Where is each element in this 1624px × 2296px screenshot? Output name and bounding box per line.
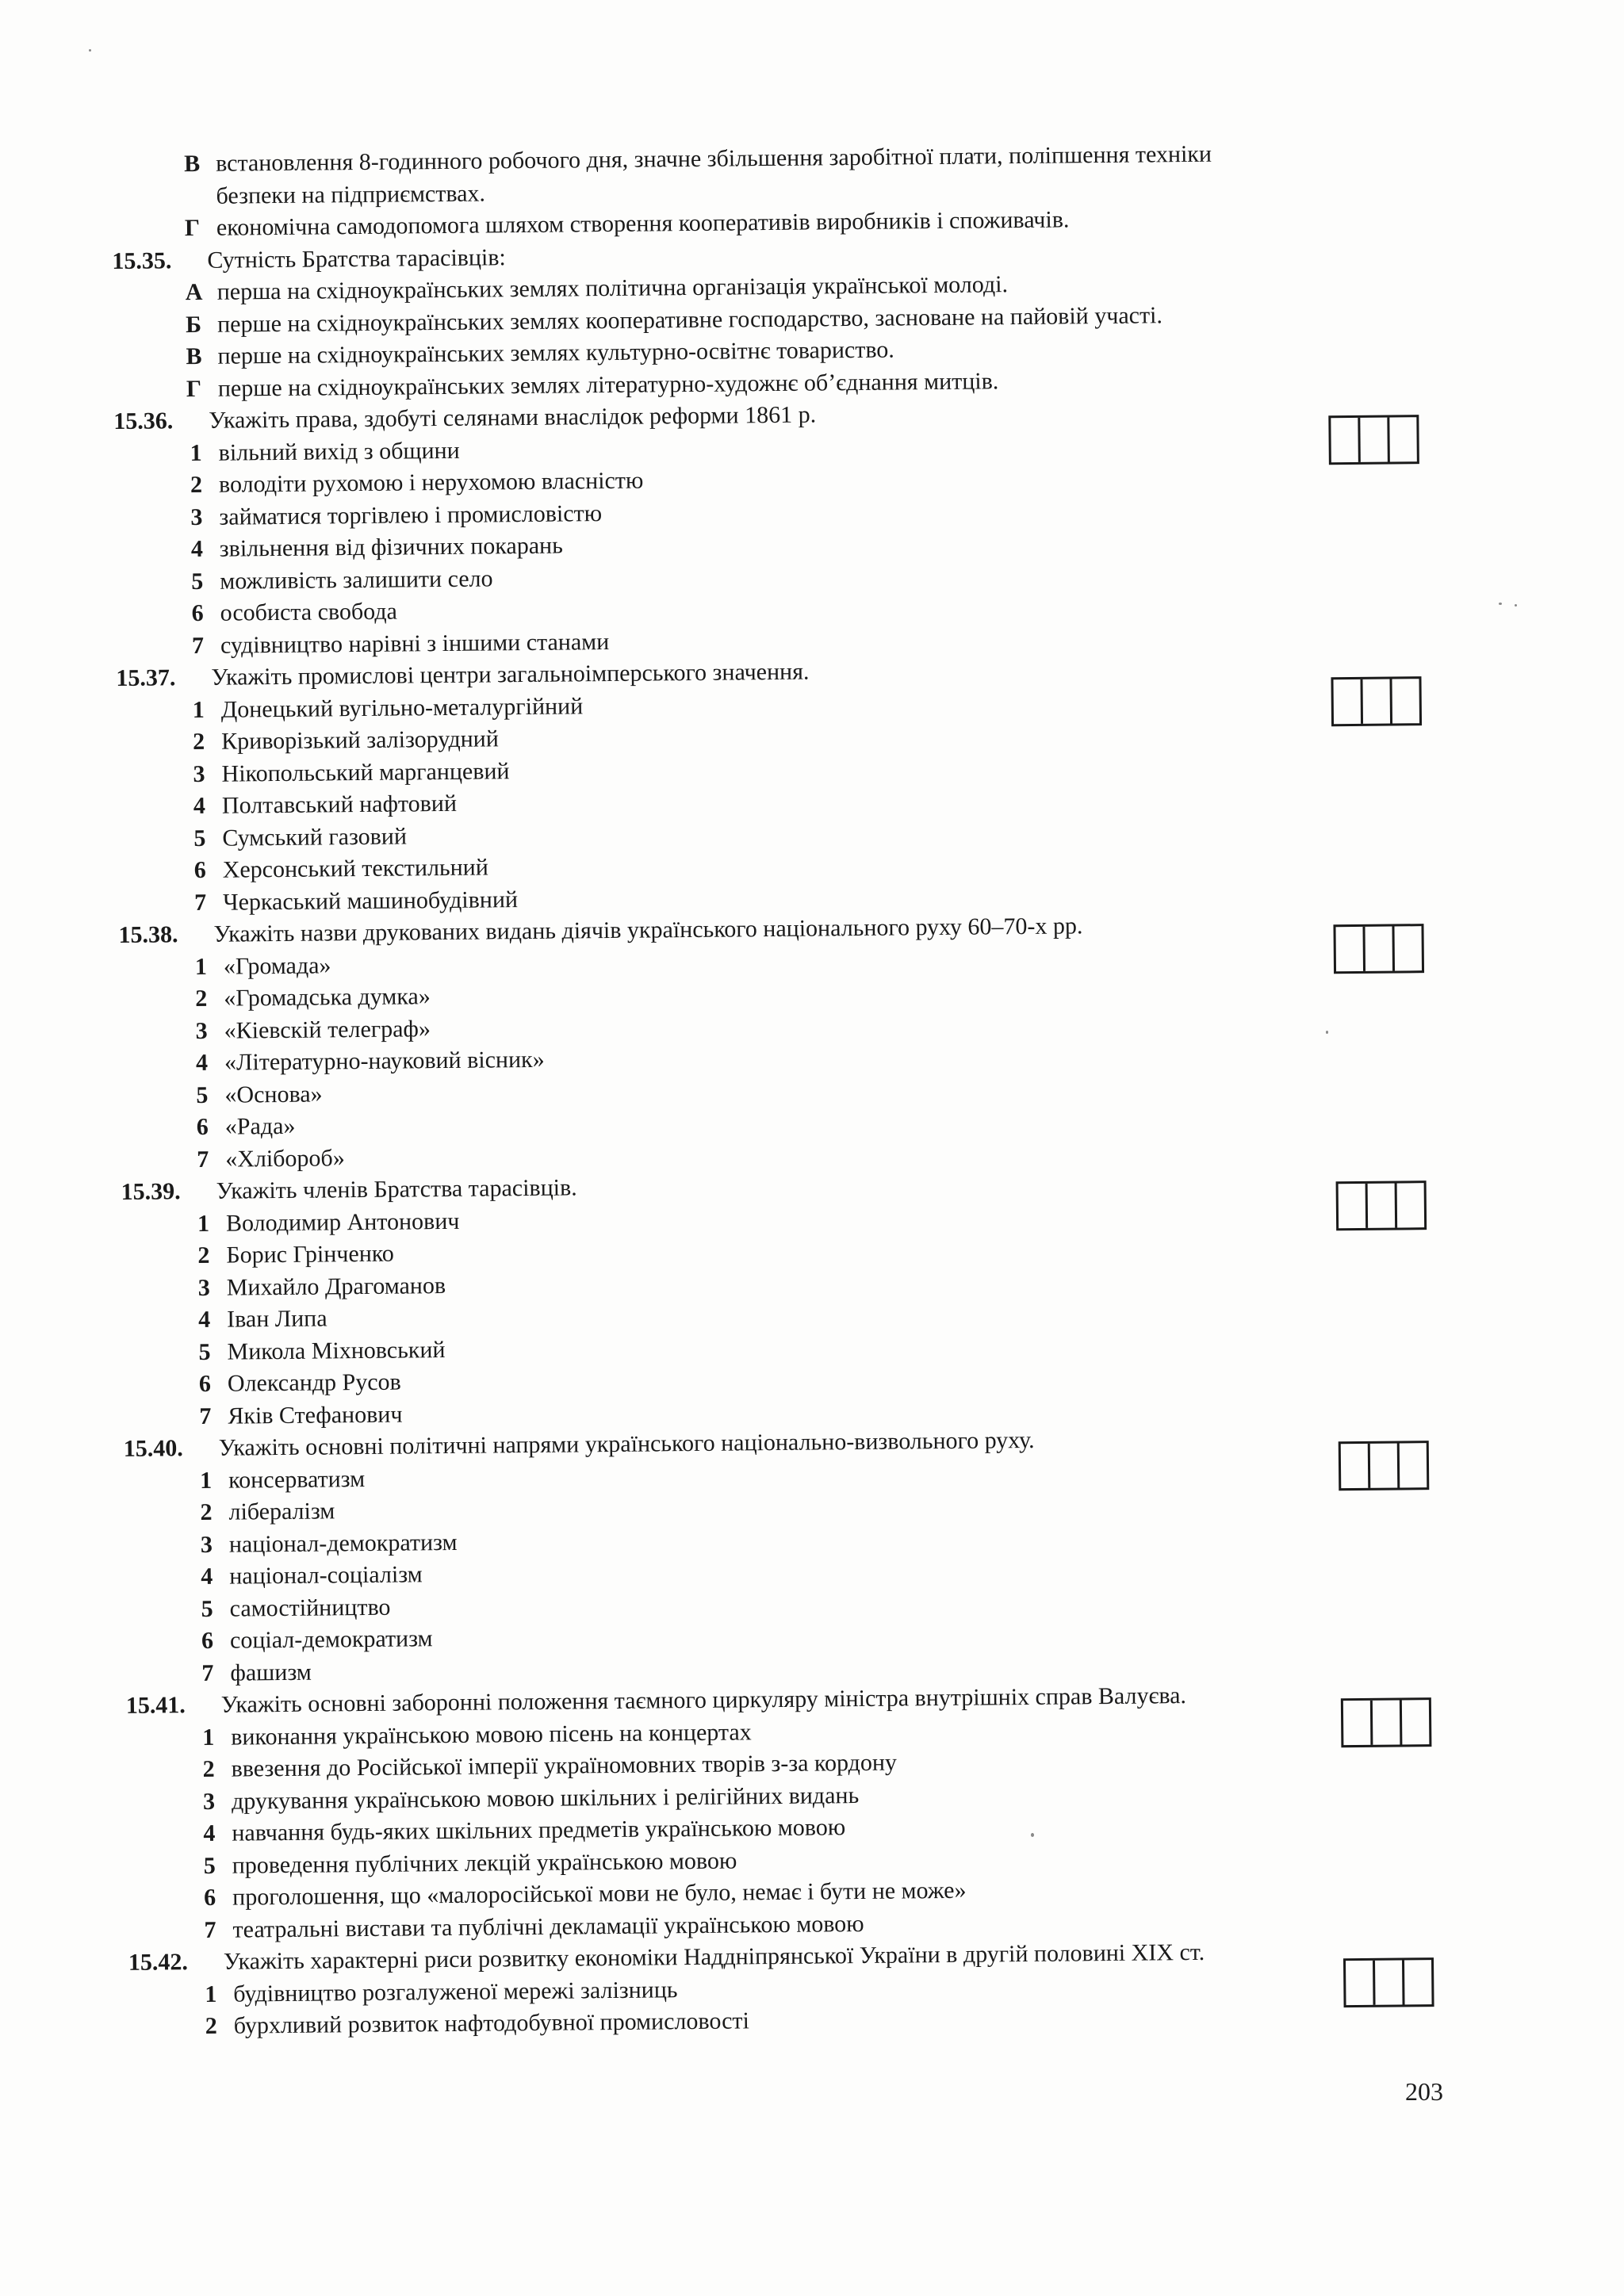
question-number: 15.40.	[123, 1435, 183, 1462]
question-text: Укажіть основні політичні напрями українського національно-визвольного руху.	[218, 1426, 1035, 1461]
item-text: консерватизм	[228, 1465, 366, 1494]
option-text-continuation: безпеки на підприємствах.	[216, 179, 486, 209]
item-number: 1	[194, 953, 208, 980]
item-text: ввезення до Російської імперії україномовних творів з-за кордону	[231, 1749, 898, 1782]
option-letter: В	[184, 150, 201, 178]
item-text: займатися торгівлею і промисловістю	[219, 499, 603, 530]
page-number: 203	[1405, 2077, 1443, 2106]
item-number: 6	[204, 1884, 216, 1911]
answer-box[interactable]	[1346, 1960, 1376, 2004]
item-text: лібералізм	[228, 1498, 335, 1525]
scan-speck	[1031, 1833, 1034, 1837]
item-number: 3	[193, 760, 205, 787]
item-text: Володимир Антонович	[225, 1207, 460, 1237]
item-number: 5	[203, 1852, 216, 1879]
item-number: 1	[192, 696, 205, 723]
item-number: 7	[204, 1916, 216, 1943]
item-number: 6	[196, 1113, 209, 1141]
item-text: будівництво розгалуженої мережі залізниць	[233, 1976, 678, 2007]
item-text: «Кіевскій телеграф»	[224, 1015, 431, 1044]
item-number: 2	[197, 1242, 210, 1269]
question-text: Укажіть членів Братства тарасівців.	[216, 1174, 577, 1204]
item-text: Донецький вугільно-металургійний	[220, 692, 584, 723]
option-letter: Б	[185, 311, 202, 338]
question-number: 15.42.	[128, 1949, 189, 1976]
question-number: 15.36.	[113, 408, 174, 434]
answer-box[interactable]	[1365, 926, 1395, 970]
question-text: Укажіть характерні риси розвитку економіки Наддніпрянської України в другій половині ХІХ ст.	[223, 1938, 1205, 1975]
item-text: Яків Стефанович	[228, 1401, 403, 1429]
option-text: перше на східноукраїнських землях культурно-освітнє товариство.	[217, 336, 894, 369]
item-text: «Громадська думка»	[224, 983, 431, 1012]
question-number: 15.38.	[118, 921, 178, 948]
item-number: 7	[197, 1146, 209, 1173]
item-number: 2	[205, 2012, 217, 2039]
item-number: 7	[193, 889, 207, 916]
answer-box[interactable]	[1394, 926, 1422, 970]
item-number: 4	[195, 1049, 209, 1077]
question-number: 15.41.	[125, 1692, 186, 1719]
item-number: 3	[195, 1017, 208, 1044]
item-text: «Основа»	[224, 1080, 323, 1108]
item-text: Криворізький залізорудний	[221, 725, 499, 755]
answer-box[interactable]	[1368, 1183, 1398, 1227]
item-text: фашизм	[230, 1659, 312, 1686]
item-text: Олександр Русов	[227, 1368, 401, 1397]
answer-box[interactable]	[1397, 1183, 1425, 1227]
item-text: проведення публічних лекцій українською мовою	[232, 1847, 737, 1879]
option-text: економічна самодопомога шляхом створення кооперативів виробників і споживачів.	[216, 206, 1070, 241]
item-text: Борис Грінченко	[226, 1240, 395, 1269]
question-text: Укажіть основні заборонні положення таємного циркуляру міністра внутрішніх справ Валуєва.	[220, 1682, 1187, 1718]
item-number: 6	[198, 1370, 212, 1398]
item-number: 7	[199, 1402, 212, 1429]
item-number: 4	[190, 535, 204, 563]
item-text: вільний вихід з общини	[218, 437, 460, 466]
item-text: Нікопольський марганцевий	[221, 757, 510, 787]
answer-box[interactable]	[1331, 417, 1361, 461]
answer-box[interactable]	[1400, 1443, 1427, 1487]
scan-speck	[89, 49, 91, 52]
answer-box[interactable]	[1360, 417, 1390, 461]
option-letter: А	[185, 278, 203, 306]
answer-box[interactable]	[1370, 1443, 1400, 1487]
item-text: «Хлібороб»	[225, 1144, 345, 1173]
item-text: «Громада»	[223, 951, 331, 980]
answer-box[interactable]	[1389, 417, 1417, 461]
item-number: 7	[191, 632, 205, 659]
item-text: Сумський газовий	[222, 822, 408, 851]
item-number: 6	[193, 856, 206, 884]
item-number: 5	[193, 825, 206, 851]
item-number: 2	[202, 1755, 215, 1782]
item-number: 2	[190, 471, 203, 499]
item-number: 3	[202, 1788, 216, 1815]
question-text: Укажіть промислові центри загальноімперського значення.	[211, 658, 810, 691]
answer-box[interactable]	[1343, 1700, 1373, 1744]
item-number: 5	[198, 1338, 211, 1365]
item-number: 2	[193, 728, 205, 756]
answer-box[interactable]	[1335, 926, 1365, 970]
item-text: націонал-соціалізм	[229, 1561, 423, 1590]
scan-speck	[1326, 1031, 1328, 1034]
option-letter: Г	[184, 214, 201, 242]
item-text: друкування українською мовою шкільних і релігійних видань	[231, 1781, 860, 1815]
question-number: 15.35.	[112, 247, 172, 274]
item-text: Черкаський машинобудівний	[222, 886, 519, 916]
answer-box[interactable]	[1402, 1700, 1430, 1744]
item-text: звільнення від фізичних покарань	[219, 532, 563, 562]
item-text: самостійництво	[229, 1594, 391, 1622]
item-text: виконання українською мовою пісень на концертах	[231, 1718, 752, 1751]
item-text: можливість залишити село	[220, 564, 493, 595]
item-number: 5	[201, 1595, 213, 1622]
item-text: «Рада»	[224, 1112, 296, 1140]
item-text: володіти рухомою і нерухомою власністю	[218, 467, 644, 498]
answer-boxes[interactable]	[1336, 1181, 1427, 1230]
answer-boxes[interactable]	[1339, 1441, 1430, 1490]
item-number: 4	[198, 1306, 211, 1334]
item-number: 1	[190, 439, 202, 466]
option-text: перше на східноукраїнських землях літературно-художнє об’єднання митців.	[217, 367, 999, 402]
item-number: 1	[205, 1980, 217, 2007]
item-number: 6	[191, 599, 204, 627]
item-number: 2	[195, 985, 208, 1012]
item-number: 4	[193, 792, 206, 820]
item-number: 5	[196, 1081, 209, 1108]
item-text: Михайло Драгоманов	[226, 1272, 446, 1301]
item-text: соціал-демократизм	[229, 1625, 433, 1654]
item-text: судівництво нарівні з іншими станами	[220, 628, 610, 659]
option-letter: В	[186, 342, 202, 370]
question-number: 15.37.	[116, 664, 176, 691]
question-text: Сутність Братства тарасівців:	[207, 243, 506, 274]
item-number: 7	[201, 1659, 214, 1686]
question-text: Укажіть права, здобуті селянами внаслідок реформи 1861 р.	[209, 401, 817, 434]
question-text: Укажіть назви друкованих видань діячів українського національного руху 60–70-х рр.	[213, 913, 1083, 947]
page-content	[111, 136, 1430, 2043]
item-text: Полтавський нафтовий	[221, 790, 458, 819]
item-text: театральні вистави та публічні декламації українською мовою	[232, 1910, 864, 1943]
option-text: встановлення 8-годинного робочого дня, значне збільшення заробітної плати, поліпшення техніки	[216, 140, 1212, 177]
item-text: Микола Міхновський	[227, 1336, 446, 1365]
item-number: 6	[201, 1627, 214, 1654]
option-text: перше на східноукраїнських землях кооперативне господарство, засноване на пайовій участі.	[216, 301, 1163, 338]
item-text: особиста свобода	[220, 598, 398, 626]
question-number: 15.39.	[121, 1178, 181, 1205]
item-number: 2	[200, 1498, 213, 1525]
item-number: 4	[201, 1563, 213, 1590]
item-number: 3	[197, 1274, 210, 1301]
option-letter: Г	[186, 375, 202, 402]
item-text: націонал-демократизм	[228, 1529, 458, 1558]
scan-speck	[1499, 603, 1502, 605]
answer-box[interactable]	[1404, 1960, 1432, 2004]
answer-box[interactable]	[1373, 1700, 1403, 1744]
option-text: перша на східноукраїнських землях політична організація української молоді.	[216, 271, 1009, 305]
item-text: навчання будь-яких шкільних предметів українською мовою	[232, 1814, 846, 1846]
answer-boxes[interactable]	[1328, 415, 1419, 465]
answer-box[interactable]	[1339, 1183, 1369, 1227]
item-number: 4	[203, 1820, 216, 1846]
item-number: 1	[202, 1724, 215, 1751]
item-text: «Літературно-науковий вісник»	[224, 1046, 545, 1076]
item-number: 3	[200, 1531, 213, 1558]
item-number: 5	[191, 568, 204, 595]
scan-speck	[1515, 604, 1517, 607]
answer-box[interactable]	[1375, 1960, 1405, 2004]
answer-box[interactable]	[1341, 1443, 1371, 1487]
item-number: 3	[190, 503, 203, 530]
item-number: 1	[197, 1210, 210, 1237]
answer-boxes[interactable]	[1333, 924, 1424, 974]
item-text: проголошення, що «малоросійської мови не було, немає і бути не може»	[232, 1877, 967, 1911]
item-text: Херсонський текстильний	[222, 854, 488, 883]
answer-boxes[interactable]	[1341, 1697, 1432, 1747]
item-text: бурхливий розвиток нафтодобувної промисловості	[233, 2007, 750, 2039]
item-text: Іван Липа	[227, 1305, 327, 1333]
item-number: 1	[199, 1467, 213, 1494]
